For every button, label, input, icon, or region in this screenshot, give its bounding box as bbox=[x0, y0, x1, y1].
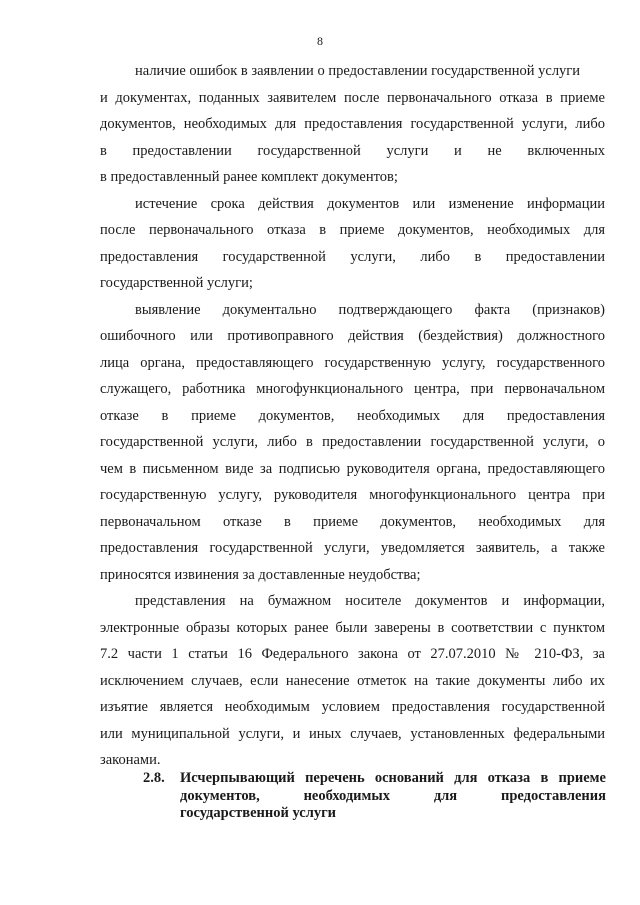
text-line: электронные образы которых ранее были заверены в соответствии с пунктом bbox=[100, 619, 605, 636]
text-line: предоставления государственной услуги, уведомляется заявитель, а также bbox=[100, 540, 605, 556]
text-line: в предоставленный ранее комплект документов; bbox=[100, 169, 398, 185]
text-line: лица органа, предоставляющего государственную услугу, государственного bbox=[100, 354, 605, 371]
section-title bbox=[180, 770, 606, 823]
text-line: государственной услуги; bbox=[100, 275, 253, 291]
section-title-line: Исчерпывающий перечень оснований для отказа в приеме bbox=[180, 770, 606, 786]
text-line: чем в письменном виде за подписью руководителя органа, предоставляющего bbox=[100, 460, 605, 477]
text-line: после первоначального отказа в приеме документов, необходимых для bbox=[100, 222, 605, 238]
text-line: 7.2 части 1 статьи 16 Федерального закона от 27.07.2010 № 210-ФЗ, за bbox=[100, 646, 605, 662]
text-line: и документах, поданных заявителем после первоначального отказа в приеме bbox=[100, 89, 605, 106]
text-line: в предоставлении государственной услуги и не включенных bbox=[100, 142, 605, 159]
section-title-line: документов, необходимых для предоставления bbox=[180, 787, 606, 804]
section-number: 2.8. bbox=[143, 770, 165, 786]
text-line: отказе в приеме документов, необходимых для предоставления bbox=[100, 407, 605, 424]
text-line: истечение срока действия документов или изменение информации bbox=[135, 195, 605, 212]
text-line: государственную услугу, руководителя многофункционального центра при bbox=[100, 487, 605, 503]
text-line: документов, необходимых для предоставления государственной услуги, либо bbox=[100, 116, 605, 132]
text-line: наличие ошибок в заявлении о предоставлении государственной услуги bbox=[135, 63, 581, 79]
page-number: 8 bbox=[317, 34, 323, 48]
text-line: или муниципальной услуги, и иных случаев, установленных федеральными bbox=[100, 725, 605, 742]
section-title-line: государственной услуги bbox=[180, 805, 337, 821]
text-line: изъятие является необходимым условием предоставления государственной bbox=[100, 699, 605, 715]
text-line: служащего, работника многофункционального центра, при первоначальном bbox=[100, 381, 605, 397]
text-line: выявление документально подтверждающего факта (признаков) bbox=[135, 301, 605, 318]
text-line: предоставления государственной услуги, либо в предоставлении bbox=[100, 248, 605, 265]
body-text bbox=[100, 58, 605, 774]
text-line: приносятся извинения за доставленные неудобства; bbox=[100, 566, 421, 583]
text-line: ошибочного или противоправного действия (бездействия) должностного bbox=[100, 328, 605, 344]
text-line: государственной услуги, либо в предоставлении государственной услуги, о bbox=[100, 434, 605, 450]
text-line: исключением случаев, если нанесение отметок на такие документы либо их bbox=[100, 672, 605, 689]
text-line: представления на бумажном носителе документов и информации, bbox=[135, 593, 605, 609]
text-line: первоначальном отказе в приеме документов, необходимых для bbox=[100, 513, 605, 530]
text-line: законами. bbox=[100, 752, 161, 768]
